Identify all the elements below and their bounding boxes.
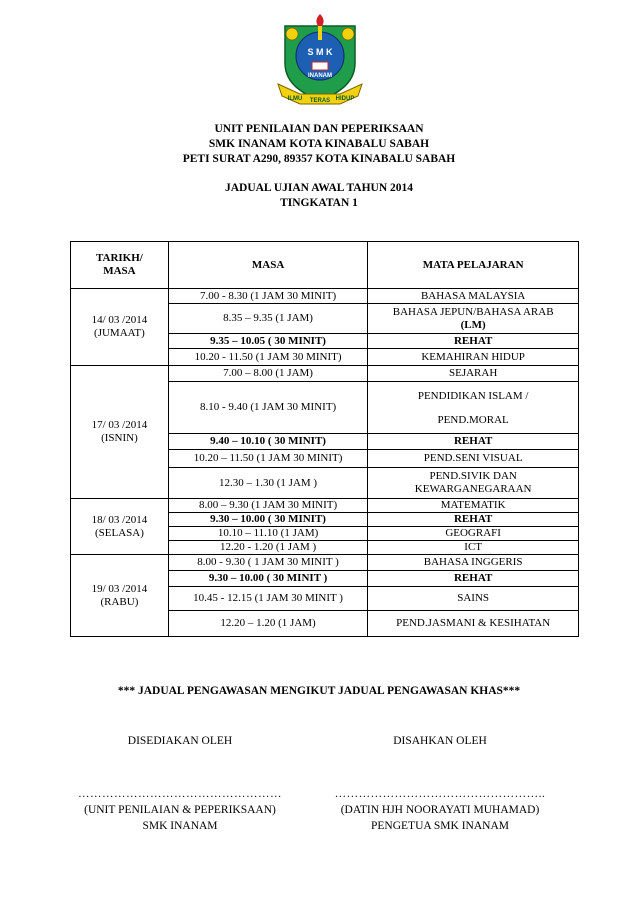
form-level: TINGKATAN 1 [280, 197, 358, 209]
header-line-3: PETI SURAT A290, 89357 KOTA KINABALU SABAH [182, 153, 456, 165]
time-cell: 9.35 – 10.05 ( 30 MINIT) [168, 334, 367, 349]
subject-line-1: BAHASA JEPUN/BAHASA ARAB [392, 305, 554, 318]
time-cell: 10.20 - 11.50 (1 JAM 30 MINIT) [168, 349, 367, 366]
subject-cell: PEND.SENI VISUAL [368, 450, 579, 468]
logo-book [312, 62, 328, 70]
subject-cell [368, 468, 579, 499]
logo-upper-text: S M K [307, 47, 333, 57]
prepared-by-label: DISEDIAKAN OLEH [127, 735, 233, 747]
prepared-by-name: (UNIT PENILAIAN & PEPERIKSAAN) [84, 804, 276, 816]
day-text: (JUMAAT) [94, 327, 145, 339]
date-cell [71, 499, 169, 555]
time-cell: 10.10 – 11.10 (1 JAM) [168, 527, 367, 541]
time-cell: 9.30 – 10.00 ( 30 MINIT ) [168, 571, 367, 587]
table-row [71, 555, 579, 571]
date-text: 17/ 03 /2014 [91, 419, 148, 431]
subject-cell: BAHASA INGGERIS [368, 555, 579, 571]
subject-cell: REHAT [368, 571, 579, 587]
date-cell [71, 555, 169, 637]
approved-by-title: PENGETUA SMK INANAM [370, 820, 509, 832]
col-header-subject: MATA PELAJARAN [368, 242, 579, 289]
logo-motto-3: HIDUP [335, 96, 355, 102]
subject-cell: GEOGRAFI [368, 527, 579, 541]
subject-cell: BAHASA MALAYSIA [368, 289, 579, 304]
logo-flower-left [286, 28, 298, 40]
exam-title: JADUAL UJIAN AWAL TAHUN 2014 [224, 182, 414, 194]
subject-cell: REHAT [368, 334, 579, 349]
subject-cell: ICT [368, 541, 579, 555]
approved-by-block [310, 786, 570, 834]
logo-flower-right [342, 28, 354, 40]
time-cell: 12.30 – 1.30 (1 JAM ) [168, 468, 367, 499]
day-text: (ISNIN) [101, 432, 138, 444]
subject-cell: REHAT [368, 513, 579, 527]
subject-cell [368, 382, 579, 434]
date-text: 14/ 03 /2014 [91, 314, 148, 326]
table-row [71, 499, 579, 513]
table-row [71, 366, 579, 382]
time-cell: 10.20 – 11.50 (1 JAM 30 MINIT) [168, 450, 367, 468]
subject-line-1: PEND.SIVIK DAN [429, 470, 517, 482]
col-header-date-line1: TARIKH/ [95, 252, 143, 264]
day-text: (SELASA) [94, 526, 144, 539]
subject-cell: MATEMATIK [368, 499, 579, 513]
exam-timetable [70, 241, 579, 637]
date-text: 18/ 03 /2014 [91, 513, 148, 526]
subject-cell: KEMAHIRAN HIDUP [368, 349, 579, 366]
signature-line-right: …………………………………………….. [334, 788, 546, 800]
time-cell: 9.30 – 10.00 ( 30 MINIT) [168, 513, 367, 527]
subject-cell: SAINS [368, 587, 579, 611]
approved-by-name: (DATIN HJH NOORAYATI MUHAMAD) [340, 804, 540, 816]
invigilation-note: *** JADUAL PENGAWASAN MENGIKUT JADUAL PENGAWASAN KHAS*** [117, 685, 521, 697]
time-cell: 7.00 - 8.30 (1 JAM 30 MINIT) [168, 289, 367, 304]
date-cell [71, 366, 169, 499]
time-cell: 9.40 – 10.10 ( 30 MINIT) [168, 434, 367, 450]
subject-cell: REHAT [368, 434, 579, 450]
signature-line-left: …………………………………………… [78, 788, 282, 800]
time-cell: 7.00 – 8.00 (1 JAM) [168, 366, 367, 382]
time-cell: 10.45 - 12.15 (1 JAM 30 MINIT ) [168, 587, 367, 611]
subject-line-2: KEWARGANEGARAAN [414, 483, 532, 495]
school-logo [270, 8, 370, 108]
header-block [0, 122, 638, 167]
time-cell: 8.35 – 9.35 (1 JAM) [168, 304, 367, 334]
table-header-row [71, 242, 579, 289]
subject-line-2: PEND.MORAL [437, 413, 509, 426]
logo-motto-1: ILMU [287, 96, 303, 102]
logo-torch-flame [316, 14, 323, 26]
logo-lower-text: INANAM [308, 73, 332, 79]
date-text: 19/ 03 /2014 [91, 582, 148, 595]
time-cell: 8.10 - 9.40 (1 JAM 30 MINIT) [168, 382, 367, 434]
subject-line-1: PENDIDIKAN ISLAM / [417, 389, 529, 402]
time-cell: 8.00 - 9.30 ( 1 JAM 30 MINIT ) [168, 555, 367, 571]
time-cell: 12.20 - 1.20 (1 JAM ) [168, 541, 367, 555]
subject-cell: PEND.JASMANI & KESIHATAN [368, 611, 579, 637]
header-line-2: SMK INANAM KOTA KINABALU SABAH [208, 138, 430, 150]
subject-cell [368, 304, 579, 334]
time-cell: 12.20 – 1.20 (1 JAM) [168, 611, 367, 637]
date-cell [71, 289, 169, 366]
col-header-date [71, 242, 169, 289]
subject-cell: SEJARAH [368, 366, 579, 382]
header-line-1: UNIT PENILAIAN DAN PEPERIKSAAN [214, 123, 424, 135]
prepared-by-block [60, 786, 300, 834]
approved-by-label: DISAHKAN OLEH [393, 735, 487, 747]
subject-line-2: (LM) [460, 318, 486, 331]
time-cell: 8.00 – 9.30 (1 JAM 30 MINIT) [168, 499, 367, 513]
day-text: (RABU) [100, 595, 139, 608]
logo-motto-2: TERAS [309, 98, 331, 104]
col-header-date-line2: MASA [103, 265, 136, 277]
prepared-by-title: SMK INANAM [142, 820, 218, 832]
col-header-time: MASA [168, 242, 367, 289]
table-row [71, 289, 579, 304]
logo-torch-handle [318, 26, 322, 40]
title-block [0, 181, 638, 211]
